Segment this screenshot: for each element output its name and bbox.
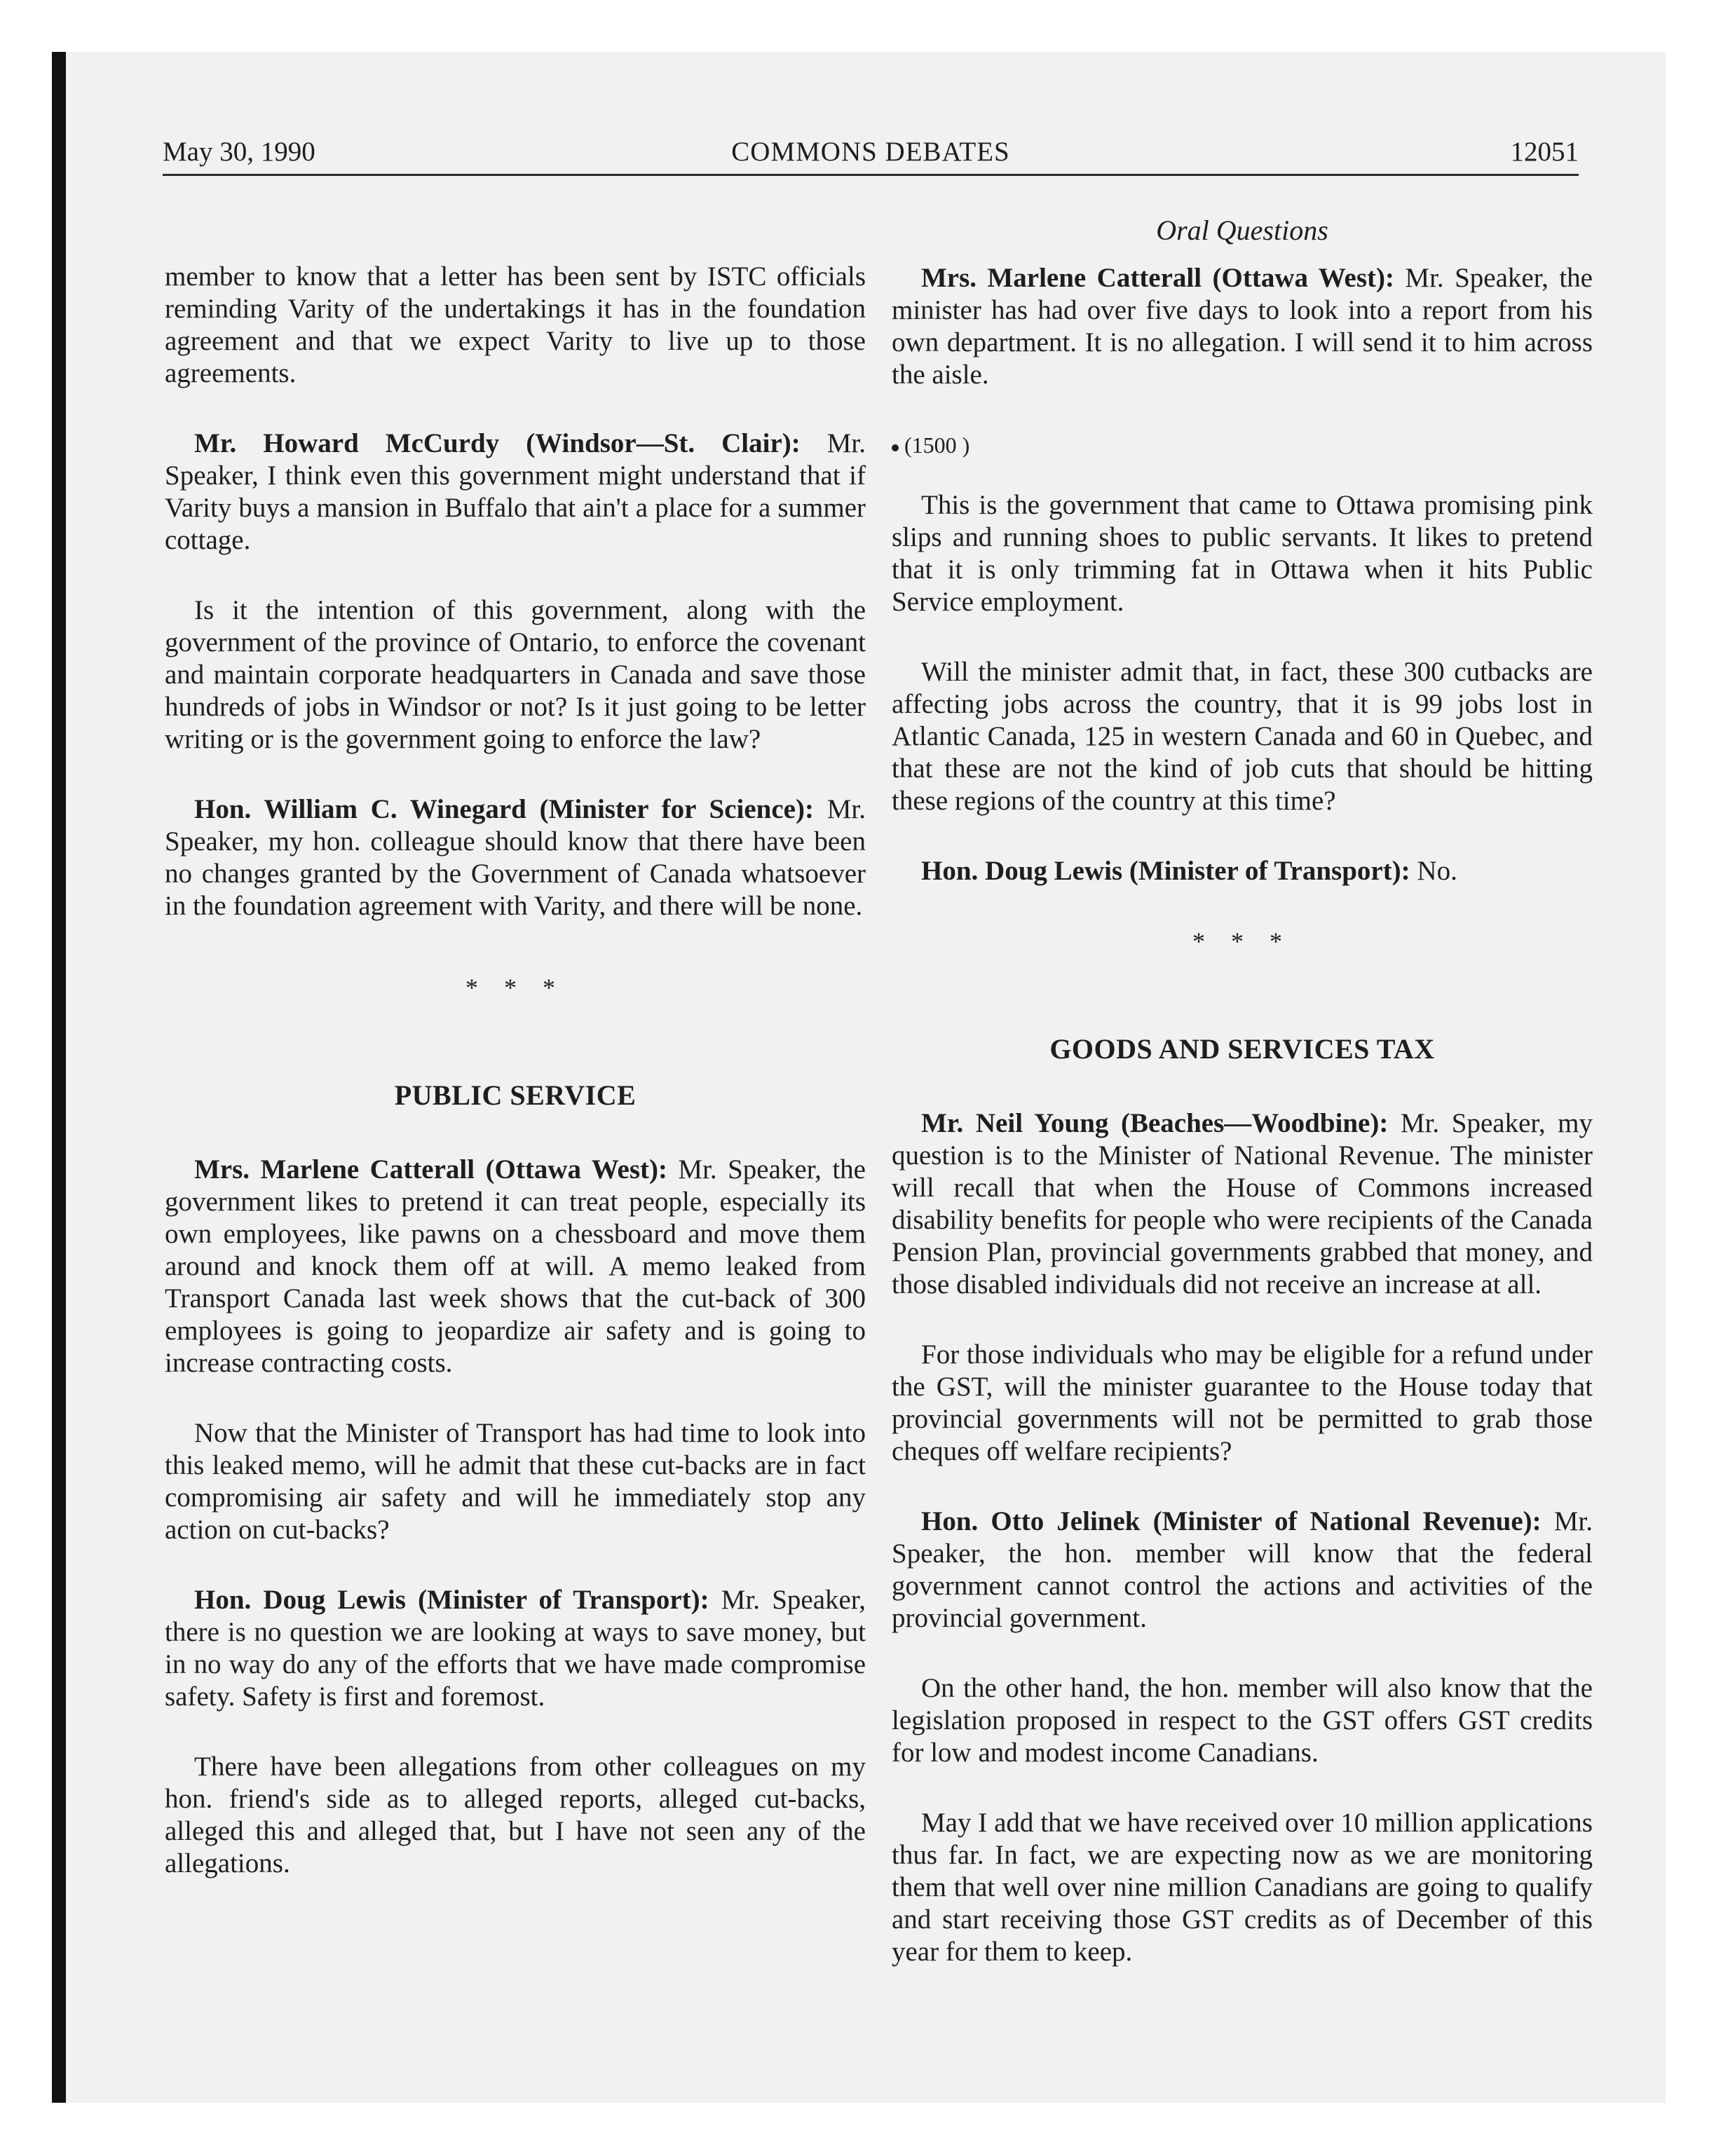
paragraph: Is it the intention of this government, along with the government of the province of Ontario, to enforce the covenant and maintain corporate headquarters in Canada and save those hundreds of jobs in Windsor or not? Is it just going to be letter writing or is the government going to enforce the law? [165,595,866,754]
header-title: COMMONS DEBATES [731,137,1010,167]
header-date: May 30, 1990 [163,137,315,167]
page-number: 12051 [1510,137,1579,167]
speech-paragraph [165,428,866,557]
speaker-name: Mrs. Marlene Catterall (Ottawa West): [921,263,1394,293]
speech-paragraph [892,855,1593,887]
right-column [892,214,1593,2006]
speech-paragraph [165,1584,866,1713]
speech-paragraph [892,262,1593,391]
speech-paragraph [165,793,866,922]
page-header [163,132,1579,176]
section-separator: * * * [1192,927,1292,955]
speech-text: Mr. Speaker, my hon. colleague should know that there have been no changes granted by the Government of Canada whatsoever in the foundation agreement with Varity, and there will be none. [165,794,866,921]
paragraph: On the other hand, the hon. member will also know that the legislation proposed in respect to the GST offers GST credits for low and modest income Canadians. [892,1673,1593,1768]
timestamp-text: (1500 ) [904,432,970,458]
paragraph: For those individuals who may be eligible for a refund under the GST, will the minister guarantee to the House today that provincial governments will not be permitted to grab those cheques off welfare recipients? [892,1339,1593,1466]
section-heading: PUBLIC SERVICE [394,1079,637,1111]
speech-text: Mr. Speaker, I think even this government might understand that if Varity buys a mansion in Buffalo that ain't a place for a summer cottage. [165,428,866,555]
speech-text: No. [1410,856,1457,886]
timestamp [892,429,1593,461]
speech-text: Mr. Speaker, the minister has had over five days to look into a report from his own department. It is no allegation. I will send it to him across the aisle. [892,263,1593,390]
section-heading: GOODS AND SERVICES TAX [1049,1033,1435,1065]
speech-text: Mr. Speaker, there is no question we are looking at ways to save money, but in no way do any of the efforts that we have made compromise safety. Safety is first and foremost. [165,1585,866,1712]
paragraph: Now that the Minister of Transport has had time to look into this leaked memo, will he admit that these cut-backs are in fact compromising air safety and will he immediately stop any action on cut-backs? [165,1418,866,1545]
speech-text: Mr. Speaker, the government likes to pretend it can treat people, especially its own employees, like pawns on a chessboard and move them around and knock them off at will. A memo leaked from Transport Canada last week shows that the cut-back of 300 employees is going to jeopardize air safety and is going to increase contracting costs. [165,1154,866,1378]
paragraph: Will the minister admit that, in fact, these 300 cutbacks are affecting jobs across the country, that it is 99 jobs lost in Atlantic Canada, 125 in western Canada and 60 in Quebec, and that these are not the kind of job cuts that should be hitting these regions of the country at this time? [892,657,1593,816]
running-head: Oral Questions [1156,214,1328,246]
section-separator: * * * [465,974,565,1002]
speaker-name: Mrs. Marlene Catterall (Ottawa West): [194,1154,667,1185]
speech-paragraph [892,1107,1593,1301]
paragraph: There have been allegations from other colleagues on my hon. friend's side as to alleged reports, alleged cut-backs, alleged this and alleged that, but I have not seen any of the allegations. [165,1752,866,1878]
speaker-name: Hon. Otto Jelinek (Minister of National Revenue): [921,1506,1542,1536]
paragraph: May I add that we have received over 10 million applications thus far. In fact, we are expecting now as we are monitoring them that well over nine million Canadians are going to qualify and start receiving those GST credits as of December of this year for them to keep. [892,1808,1593,1967]
speaker-name: Mr. Neil Young (Beaches—Woodbine): [921,1108,1389,1138]
speech-paragraph [892,1506,1593,1635]
speaker-name: Hon. William C. Winegard (Minister for Science): [194,794,814,824]
speech-paragraph [165,1154,866,1379]
left-column [165,261,866,1918]
speech-text: Mr. Speaker, the hon. member will know that the federal government cannot control the actions and activities of the provincial government. [892,1506,1593,1633]
speaker-name: Hon. Doug Lewis (Minister of Transport): [921,856,1410,886]
speech-text: Mr. Speaker, my question is to the Minister of National Revenue. The minister will recall that when the House of Commons increased disability benefits for people who were recipients of the Canada Pension Plan, provincial governments grabbed that money, and those disabled individuals did not receive an increase at all. [892,1108,1593,1299]
paragraph: member to know that a letter has been sent by ISTC officials reminding Varity of the undertakings it has in the foundation agreement and that we expect Varity to live up to those agreements. [165,261,866,388]
bullet-icon [892,444,899,451]
speaker-name: Mr. Howard McCurdy (Windsor—St. Clair): [194,428,801,458]
paragraph: This is the government that came to Ottawa promising pink slips and running shoes to public servants. It likes to pretend that it is only trimming fat in Ottawa when it hits Public Service employment. [892,490,1593,617]
speaker-name: Hon. Doug Lewis (Minister of Transport): [194,1585,709,1615]
